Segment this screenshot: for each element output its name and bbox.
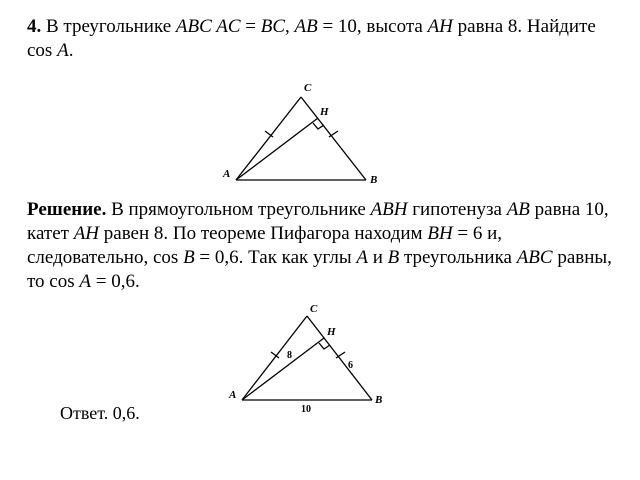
solution-text-part: гипотенуза [407,199,507,220]
vertex-label-a: A [223,168,231,180]
vertex-label-a: A [229,389,237,401]
point-label-h: H [327,326,336,338]
problem-text: = [240,16,261,37]
point-label-h: H [320,106,329,118]
solution-heading: Решение. [27,199,107,220]
vertex-label-b: B [370,174,378,186]
vertex-label-c: C [304,82,312,94]
problem-text: ABC AC [175,16,241,37]
solution-text-part: = 0,6. [91,271,140,292]
answer-text: Ответ. 0,6. [60,403,140,423]
solution-text-part: равен 8. По теореме Пифагора находим [99,223,428,244]
problem-text: AB [294,16,318,37]
problem-text: . [68,40,74,61]
solution-text-part: = 6 и, следовательно, cos [27,223,503,268]
side-bc [307,316,372,400]
solution-text-part: ABH [370,199,408,220]
solution-text-part: AB [506,199,530,220]
solution-text-part: A [356,247,368,268]
length-label-ab: 10 [301,404,311,415]
problem-text: BC [260,16,285,37]
solution-text-part: B [387,247,400,268]
solution-text-part: треугольника [399,247,517,268]
problem-text: В треугольнике [41,16,176,37]
solution-text-part: равна 10, катет [27,199,609,244]
solution-text-part: = 0,6. Так как углы [194,247,357,268]
length-label-ah: 8 [287,350,292,361]
solution-text-part: равны, то cos [27,247,612,292]
solution-text-part: B [183,247,195,268]
solution-text-part: В прямоугольном треугольнике [106,199,371,220]
vertex-label-c: C [310,303,318,315]
solution-text-part: ABC [516,247,553,268]
solution-text-part: и [367,247,388,268]
vertex-label-b: B [375,394,383,406]
length-label-bh: 6 [348,360,353,371]
solution-text-part: AH [73,223,100,244]
problem-number: 4. [27,16,42,37]
problem-text: равна 8. Найдите cos [27,16,596,61]
problem-text: , [285,16,295,37]
problem-text: AH [427,16,453,37]
solution-text-part: A [79,271,91,292]
solution-text-part: BH [427,223,453,244]
problem-text: A [57,40,69,61]
problem-text: = 10, высота [317,16,428,37]
